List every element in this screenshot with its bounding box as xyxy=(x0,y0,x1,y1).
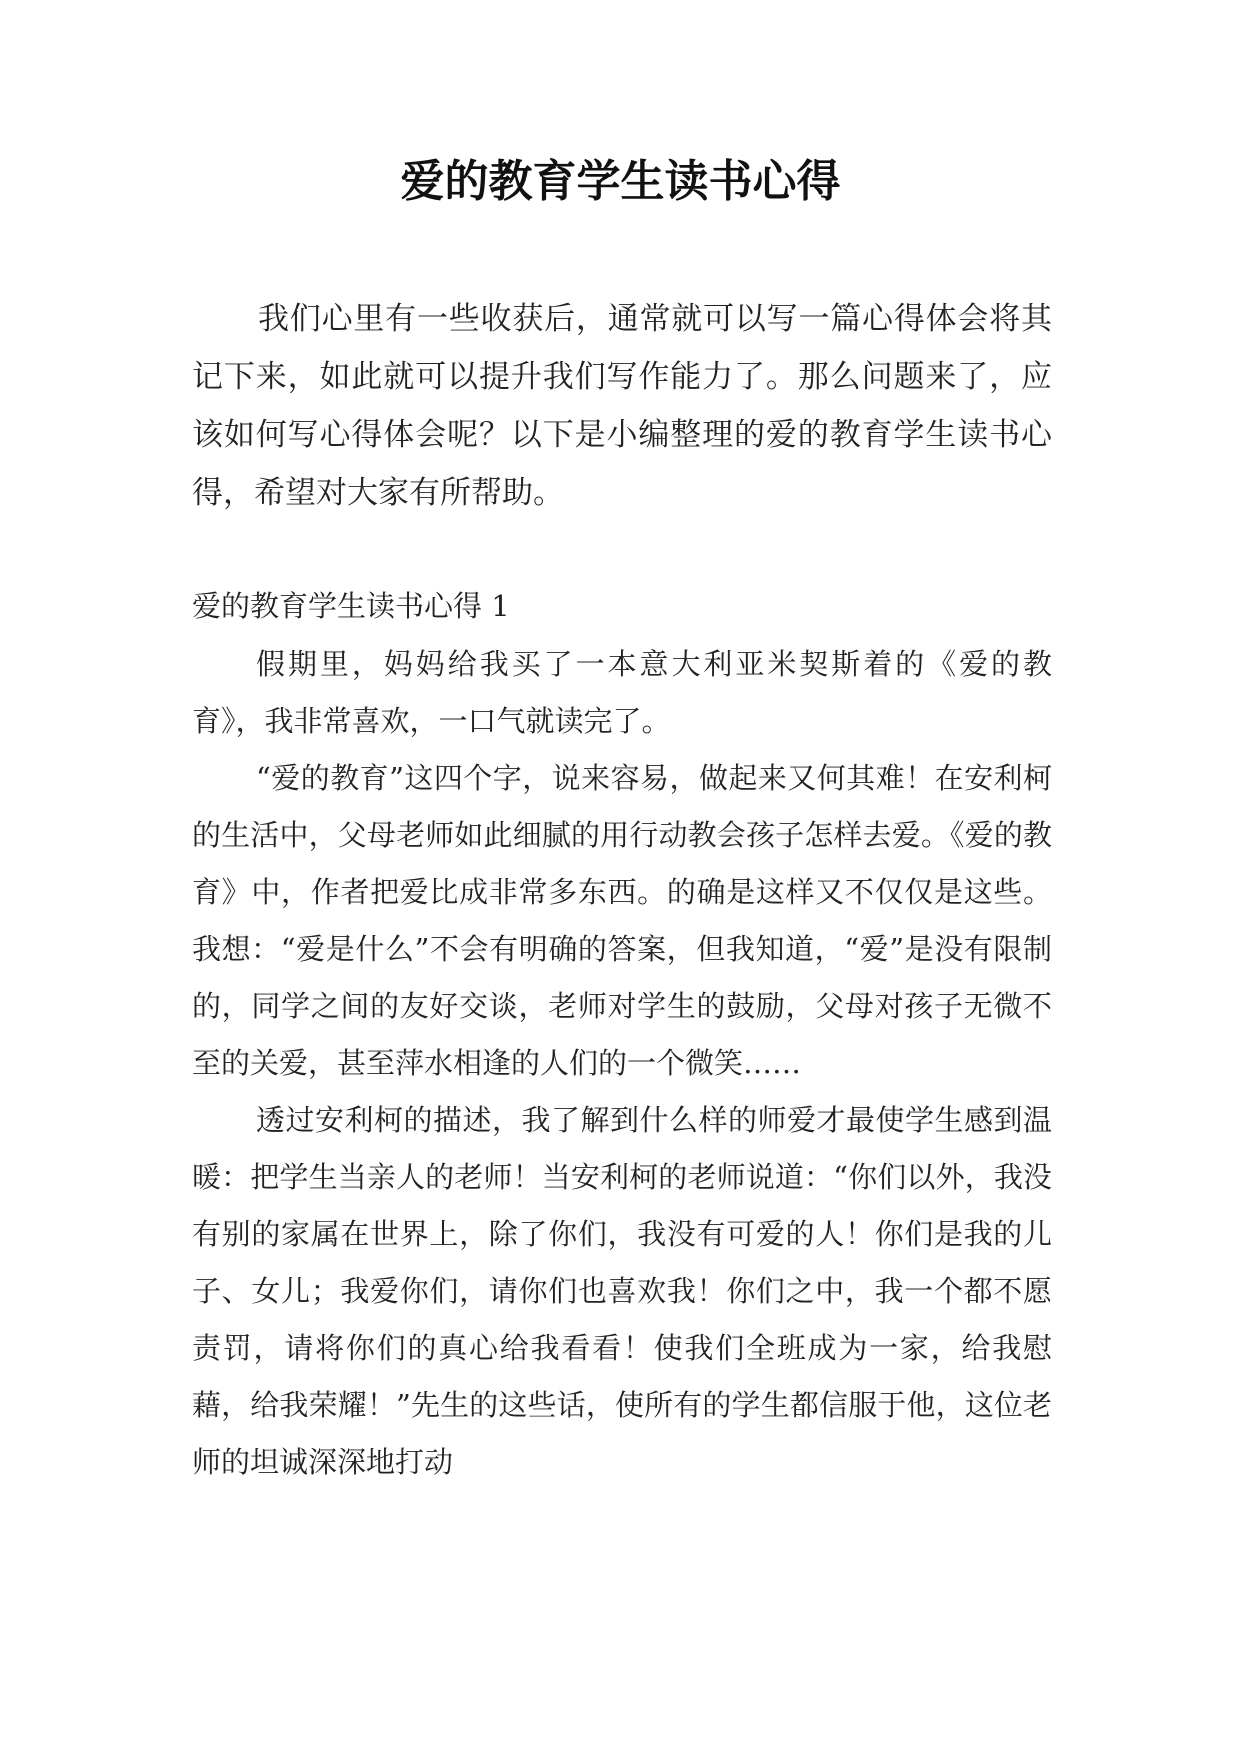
section-heading: 爱的教育学生读书心得 1 xyxy=(192,589,510,623)
intro-section xyxy=(192,290,1052,522)
body-paragraph: 透过安利柯的描述，我了解到什么样的师爱才最使学生感到温暖：把学生当亲人的老师！当安利柯的老师说道：“你们以外，我没有别的家属在世界上，除了你们，我没有可爱的人！你们是我的儿子、女儿；我爱你们，请你们也喜欢我！你们之中，我一个都不愿责罚，请将你们的真心给我看看！使我们全班成为一家，给我慰藉，给我荣耀！”先生的这些话，使所有的学生都信服于他，这位老师的坦诚深深地打动 xyxy=(192,1103,1052,1479)
article-body xyxy=(192,636,1052,1491)
intro-paragraph: 我们心里有一些收获后，通常就可以写一篇心得体会将其记下来，如此就可以提升我们写作能力了。那么问题来了，应该如何写心得体会呢？以下是小编整理的爱的教育学生读书心得，希望对大家有所帮助。 xyxy=(192,301,1052,511)
body-paragraph: “爱的教育”这四个字，说来容易，做起来又何其难！在安利柯的生活中，父母老师如此细腻的用行动教会孩子怎样去爱。《爱的教育》中，作者把爱比成非常多东西。的确是这样又不仅仅是这些。我想：“爱是什么”不会有明确的答案，但我知道，“爱”是没有限制的，同学之间的友好交谈，老师对学生的鼓励，父母对孩子无微不至的关爱，甚至萍水相逢的人们的一个微笑…… xyxy=(192,761,1052,1080)
document-title: 爱的教育学生读书心得 xyxy=(400,156,841,207)
body-paragraph: 假期里，妈妈给我买了一本意大利亚米契斯着的《爱的教育》，我非常喜欢，一口气就读完了。 xyxy=(192,647,1052,738)
